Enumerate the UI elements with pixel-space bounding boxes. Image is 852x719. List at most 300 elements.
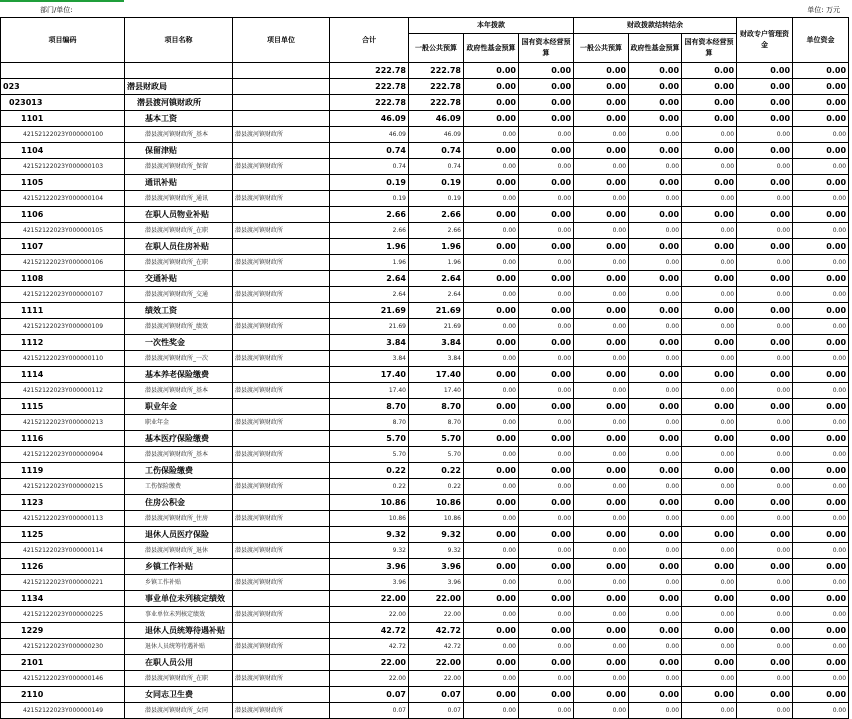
cell-name[interactable]: 潜县渡河镇财政所_交通: [125, 287, 233, 303]
cell-zero[interactable]: 0.00: [574, 703, 629, 719]
cell-zero[interactable]: 0.00: [464, 111, 519, 127]
table-row[interactable]: [1, 495, 849, 511]
cell-zero[interactable]: 0.00: [519, 703, 574, 719]
cell-total[interactable]: 21.69: [330, 319, 409, 335]
cell-zero[interactable]: 0.00: [629, 223, 682, 239]
cell-zero[interactable]: 0.00: [682, 559, 737, 575]
cell-code[interactable]: 1106: [1, 207, 125, 223]
cell-zero[interactable]: 0.00: [574, 175, 629, 191]
cell-zero[interactable]: 0.00: [629, 607, 682, 623]
cell-zero[interactable]: 0.00: [793, 703, 849, 719]
cell-zero[interactable]: 0.00: [629, 207, 682, 223]
cell-zero[interactable]: 0.00: [793, 511, 849, 527]
cell-zero[interactable]: 0.00: [574, 639, 629, 655]
cell-zero[interactable]: 0.00: [629, 495, 682, 511]
cell-zero[interactable]: 0.00: [464, 399, 519, 415]
cell-zero[interactable]: 0.00: [629, 559, 682, 575]
col-code[interactable]: 项目编码: [1, 18, 125, 63]
cell-zero[interactable]: 0.00: [682, 623, 737, 639]
cell-total[interactable]: 5.70: [330, 447, 409, 463]
cell-zero[interactable]: 0.00: [574, 687, 629, 703]
cell-zero[interactable]: 0.00: [519, 383, 574, 399]
cell-zero[interactable]: 0.00: [737, 687, 793, 703]
cell-zero[interactable]: 0.00: [519, 527, 574, 543]
cell-zero[interactable]: 0.00: [737, 367, 793, 383]
cell-zero[interactable]: 0.00: [737, 287, 793, 303]
cell-name[interactable]: 潜县渡河镇财政所_女同: [125, 703, 233, 719]
cell-total[interactable]: 10.86: [330, 511, 409, 527]
cell-code[interactable]: 2101: [1, 655, 125, 671]
cell-name[interactable]: 潜县渡河镇财政所_绩效: [125, 319, 233, 335]
cell-zero[interactable]: 0.00: [682, 415, 737, 431]
cell-zero[interactable]: 0.00: [682, 111, 737, 127]
cell-code[interactable]: 42152122023Y000000215: [1, 479, 125, 495]
cell-zero[interactable]: 0.00: [737, 159, 793, 175]
cell-general[interactable]: 2.66: [409, 207, 464, 223]
cell-unit[interactable]: [233, 335, 330, 351]
cell-zero[interactable]: 0.00: [793, 351, 849, 367]
cell-zero[interactable]: 0.00: [574, 255, 629, 271]
cell-unit[interactable]: [233, 367, 330, 383]
cell-zero[interactable]: 0.00: [682, 495, 737, 511]
table-row[interactable]: [1, 303, 849, 319]
cell-zero[interactable]: 0.00: [682, 335, 737, 351]
cell-code[interactable]: 1126: [1, 559, 125, 575]
cell-zero[interactable]: 0.00: [464, 335, 519, 351]
cell-zero[interactable]: 0.00: [464, 143, 519, 159]
cell-zero[interactable]: 0.00: [737, 79, 793, 95]
cell-zero[interactable]: 0.00: [574, 671, 629, 687]
cell-total[interactable]: 2.66: [330, 207, 409, 223]
cell-general[interactable]: 5.70: [409, 431, 464, 447]
cell-zero[interactable]: 0.00: [519, 463, 574, 479]
cell-general[interactable]: 2.64: [409, 287, 464, 303]
cell-code[interactable]: 42152122023Y000000104: [1, 191, 125, 207]
cell-code[interactable]: 1112: [1, 335, 125, 351]
cell-general[interactable]: 10.86: [409, 511, 464, 527]
cell-zero[interactable]: 0.00: [682, 223, 737, 239]
cell-unit[interactable]: [233, 591, 330, 607]
cell-name[interactable]: 住房公积金: [125, 495, 233, 511]
cell-total[interactable]: 0.22: [330, 463, 409, 479]
col-total[interactable]: 合计: [330, 18, 409, 63]
cell-zero[interactable]: 0.00: [464, 559, 519, 575]
cell-zero[interactable]: 0.00: [793, 655, 849, 671]
cell-zero[interactable]: 0.00: [519, 239, 574, 255]
cell-zero[interactable]: 0.00: [629, 143, 682, 159]
cell-zero[interactable]: 0.00: [574, 191, 629, 207]
cell-total[interactable]: 22.00: [330, 591, 409, 607]
cell-zero[interactable]: 0.00: [464, 271, 519, 287]
cell-general[interactable]: 8.70: [409, 415, 464, 431]
table-row[interactable]: [1, 431, 849, 447]
table-row[interactable]: [1, 223, 849, 239]
cell-zero[interactable]: 0.00: [519, 287, 574, 303]
cell-name[interactable]: 事业单位未列核定绩效: [125, 607, 233, 623]
cell-general[interactable]: 22.00: [409, 655, 464, 671]
cell-unit[interactable]: 潜县渡河镇财政所: [233, 543, 330, 559]
cell-zero[interactable]: 0.00: [574, 207, 629, 223]
cell-zero[interactable]: 0.00: [629, 399, 682, 415]
cell-name[interactable]: 女同志卫生费: [125, 687, 233, 703]
table-row[interactable]: [1, 239, 849, 255]
cell-name[interactable]: 在职人员住房补贴: [125, 239, 233, 255]
table-row[interactable]: [1, 255, 849, 271]
cell-zero[interactable]: 0.00: [793, 527, 849, 543]
cell-general[interactable]: 46.09: [409, 127, 464, 143]
cell-zero[interactable]: 0.00: [737, 607, 793, 623]
cell-zero[interactable]: 0.00: [682, 543, 737, 559]
cell-zero[interactable]: 0.00: [793, 367, 849, 383]
cell-code[interactable]: 42152122023Y000000110: [1, 351, 125, 367]
cell-zero[interactable]: 0.00: [793, 575, 849, 591]
cell-zero[interactable]: 0.00: [464, 623, 519, 639]
cell-zero[interactable]: 0.00: [464, 191, 519, 207]
cell-zero[interactable]: 0.00: [737, 703, 793, 719]
cell-zero[interactable]: 0.00: [629, 703, 682, 719]
cell-general[interactable]: 42.72: [409, 639, 464, 655]
cell-unit[interactable]: 潜县渡河镇财政所: [233, 511, 330, 527]
cell-zero[interactable]: 0.00: [793, 415, 849, 431]
cell-zero[interactable]: 0.00: [629, 303, 682, 319]
cell-general[interactable]: 0.22: [409, 463, 464, 479]
table-row[interactable]: [1, 639, 849, 655]
cell-zero[interactable]: 0.00: [519, 303, 574, 319]
cell-zero[interactable]: 0.00: [519, 591, 574, 607]
cell-zero[interactable]: 0.00: [737, 271, 793, 287]
cell-zero[interactable]: 0.00: [793, 591, 849, 607]
cell-unit[interactable]: [233, 655, 330, 671]
cell-zero[interactable]: 0.00: [574, 383, 629, 399]
cell-zero[interactable]: 0.00: [574, 543, 629, 559]
cell-zero[interactable]: 0.00: [574, 79, 629, 95]
cell-zero[interactable]: 0.00: [682, 175, 737, 191]
cell-code[interactable]: 2110: [1, 687, 125, 703]
cell-general[interactable]: 0.22: [409, 479, 464, 495]
cell-name[interactable]: 退休人员统筹待遇补贴: [125, 639, 233, 655]
col-stateasset[interactable]: 国有资本经营预算: [519, 34, 574, 63]
cell-code[interactable]: 1104: [1, 143, 125, 159]
cell-name[interactable]: 职业年金: [125, 399, 233, 415]
cell-code[interactable]: 42152122023Y000000146: [1, 671, 125, 687]
cell-name[interactable]: 基本医疗保险缴费: [125, 431, 233, 447]
cell-unit[interactable]: 潜县渡河镇财政所: [233, 319, 330, 335]
table-row[interactable]: [1, 623, 849, 639]
cell-zero[interactable]: 0.00: [793, 191, 849, 207]
cell-zero[interactable]: 0.00: [629, 431, 682, 447]
cell-zero[interactable]: 0.00: [737, 303, 793, 319]
cell-total[interactable]: 1.96: [330, 239, 409, 255]
cell-zero[interactable]: 0.00: [737, 111, 793, 127]
cell-total[interactable]: 3.84: [330, 351, 409, 367]
cell-unit[interactable]: [233, 239, 330, 255]
cell-general[interactable]: 42.72: [409, 623, 464, 639]
table-row[interactable]: [1, 207, 849, 223]
cell-zero[interactable]: 0.00: [682, 399, 737, 415]
table-row[interactable]: [1, 383, 849, 399]
cell-zero[interactable]: 0.00: [464, 415, 519, 431]
cell-name[interactable]: 潜县渡河镇财政所_基本: [125, 127, 233, 143]
table-row[interactable]: [1, 79, 849, 95]
cell-zero[interactable]: 0.00: [629, 175, 682, 191]
table-row[interactable]: [1, 511, 849, 527]
cell-zero[interactable]: 0.00: [574, 495, 629, 511]
cell-unit[interactable]: 潜县渡河镇财政所: [233, 671, 330, 687]
cell-code[interactable]: 1101: [1, 111, 125, 127]
cell-zero[interactable]: 0.00: [793, 303, 849, 319]
cell-total[interactable]: 46.09: [330, 127, 409, 143]
cell-zero[interactable]: 0.00: [737, 255, 793, 271]
cell-zero[interactable]: 0.00: [682, 479, 737, 495]
col-stateasset2[interactable]: 国有资本经营预算: [682, 34, 737, 63]
cell-name[interactable]: 工伤保险缴费: [125, 463, 233, 479]
table-row[interactable]: [1, 447, 849, 463]
cell-zero[interactable]: 0.00: [519, 319, 574, 335]
cell-total[interactable]: 22.00: [330, 607, 409, 623]
cell-code[interactable]: 1116: [1, 431, 125, 447]
cell-zero[interactable]: 0.00: [737, 383, 793, 399]
cell-zero[interactable]: 0.00: [682, 591, 737, 607]
cell-general[interactable]: 0.74: [409, 143, 464, 159]
cell-zero[interactable]: 0.00: [737, 623, 793, 639]
cell-zero[interactable]: 0.00: [682, 159, 737, 175]
cell-zero[interactable]: 0.00: [793, 671, 849, 687]
cell-zero[interactable]: 0.00: [519, 191, 574, 207]
cell-zero[interactable]: 0.00: [574, 399, 629, 415]
cell-zero[interactable]: 0.00: [464, 127, 519, 143]
cell-zero[interactable]: 0.00: [464, 687, 519, 703]
cell-total[interactable]: 222.78: [330, 95, 409, 111]
cell-zero[interactable]: 0.00: [574, 159, 629, 175]
cell-zero[interactable]: 0.00: [682, 511, 737, 527]
cell-zero[interactable]: 0.00: [737, 511, 793, 527]
cell-code[interactable]: 1105: [1, 175, 125, 191]
cell-zero[interactable]: 0.00: [793, 271, 849, 287]
cell-general[interactable]: 0.19: [409, 191, 464, 207]
cell-name[interactable]: 保留津贴: [125, 143, 233, 159]
cell-code[interactable]: 42152122023Y000000100: [1, 127, 125, 143]
cell-zero[interactable]: 0.00: [793, 79, 849, 95]
cell-zero[interactable]: 0.00: [793, 95, 849, 111]
cell-total[interactable]: 3.96: [330, 575, 409, 591]
cell-total[interactable]: 0.07: [330, 687, 409, 703]
cell-zero[interactable]: 0.00: [464, 303, 519, 319]
cell-zero[interactable]: 0.00: [682, 639, 737, 655]
cell-zero[interactable]: 0.00: [629, 463, 682, 479]
cell-zero[interactable]: 0.00: [793, 495, 849, 511]
cell-zero[interactable]: 0.00: [464, 527, 519, 543]
cell-zero[interactable]: 0.00: [737, 463, 793, 479]
cell-zero[interactable]: 0.00: [682, 703, 737, 719]
cell-zero[interactable]: 0.00: [519, 255, 574, 271]
cell-zero[interactable]: 0.00: [737, 543, 793, 559]
cell-zero[interactable]: 0.00: [574, 95, 629, 111]
table-row[interactable]: [1, 687, 849, 703]
cell-code[interactable]: 42152122023Y000000114: [1, 543, 125, 559]
cell-code[interactable]: 42152122023Y000000105: [1, 223, 125, 239]
cell-zero[interactable]: 0.00: [464, 207, 519, 223]
cell-code[interactable]: 42152122023Y000000107: [1, 287, 125, 303]
cell-zero[interactable]: 0.00: [737, 143, 793, 159]
col-special[interactable]: 财政专户管理资金: [737, 18, 793, 63]
cell-zero[interactable]: 0.00: [464, 447, 519, 463]
cell-unit[interactable]: [233, 623, 330, 639]
cell-zero[interactable]: 0.00: [519, 495, 574, 511]
cell-zero[interactable]: 0.00: [464, 703, 519, 719]
cell-zero[interactable]: 0.00: [464, 607, 519, 623]
cell-total[interactable]: 222.78: [330, 63, 409, 79]
cell-zero[interactable]: 0.00: [574, 319, 629, 335]
col-group-current[interactable]: 本年拨款: [409, 18, 574, 34]
cell-total[interactable]: 8.70: [330, 399, 409, 415]
cell-unit[interactable]: [233, 95, 330, 111]
cell-zero[interactable]: 0.00: [629, 127, 682, 143]
cell-code[interactable]: 1125: [1, 527, 125, 543]
cell-zero[interactable]: 0.00: [629, 511, 682, 527]
cell-name[interactable]: 潜县渡河镇财政所_在职: [125, 223, 233, 239]
cell-total[interactable]: 21.69: [330, 303, 409, 319]
cell-zero[interactable]: 0.00: [737, 495, 793, 511]
cell-zero[interactable]: 0.00: [682, 127, 737, 143]
cell-code[interactable]: 023013: [1, 95, 125, 111]
table-row[interactable]: [1, 607, 849, 623]
cell-zero[interactable]: 0.00: [519, 655, 574, 671]
cell-zero[interactable]: 0.00: [629, 479, 682, 495]
cell-total[interactable]: 5.70: [330, 431, 409, 447]
cell-total[interactable]: 17.40: [330, 367, 409, 383]
cell-zero[interactable]: 0.00: [519, 63, 574, 79]
cell-name[interactable]: 潜县渡河镇财政所_住房: [125, 511, 233, 527]
cell-unit[interactable]: 潜县渡河镇财政所: [233, 127, 330, 143]
cell-zero[interactable]: 0.00: [574, 415, 629, 431]
cell-zero[interactable]: 0.00: [519, 415, 574, 431]
cell-zero[interactable]: 0.00: [519, 335, 574, 351]
cell-code[interactable]: 1115: [1, 399, 125, 415]
table-row[interactable]: [1, 159, 849, 175]
cell-code[interactable]: 1119: [1, 463, 125, 479]
cell-zero[interactable]: 0.00: [793, 479, 849, 495]
cell-zero[interactable]: 0.00: [682, 303, 737, 319]
cell-general[interactable]: 17.40: [409, 367, 464, 383]
col-unit[interactable]: 项目单位: [233, 18, 330, 63]
table-row[interactable]: [1, 463, 849, 479]
cell-general[interactable]: 222.78: [409, 79, 464, 95]
cell-total[interactable]: 0.07: [330, 703, 409, 719]
cell-unit[interactable]: 潜县渡河镇财政所: [233, 447, 330, 463]
cell-total[interactable]: 2.64: [330, 271, 409, 287]
cell-zero[interactable]: 0.00: [464, 479, 519, 495]
table-row[interactable]: [1, 319, 849, 335]
table-row[interactable]: [1, 367, 849, 383]
cell-zero[interactable]: 0.00: [629, 319, 682, 335]
cell-zero[interactable]: 0.00: [793, 127, 849, 143]
cell-zero[interactable]: 0.00: [629, 543, 682, 559]
cell-zero[interactable]: 0.00: [519, 159, 574, 175]
cell-zero[interactable]: 0.00: [629, 271, 682, 287]
cell-code[interactable]: 1114: [1, 367, 125, 383]
cell-code[interactable]: 42152122023Y000000112: [1, 383, 125, 399]
cell-zero[interactable]: 0.00: [464, 511, 519, 527]
cell-zero[interactable]: 0.00: [464, 591, 519, 607]
cell-unit[interactable]: [233, 79, 330, 95]
table-row[interactable]: [1, 703, 849, 719]
cell-unit[interactable]: [233, 463, 330, 479]
cell-code[interactable]: 1123: [1, 495, 125, 511]
cell-general[interactable]: 3.96: [409, 575, 464, 591]
cell-zero[interactable]: 0.00: [737, 431, 793, 447]
cell-zero[interactable]: 0.00: [682, 191, 737, 207]
cell-zero[interactable]: 0.00: [629, 351, 682, 367]
cell-zero[interactable]: 0.00: [574, 623, 629, 639]
cell-general[interactable]: 3.84: [409, 335, 464, 351]
cell-zero[interactable]: 0.00: [629, 415, 682, 431]
cell-general[interactable]: 1.96: [409, 239, 464, 255]
cell-zero[interactable]: 0.00: [737, 655, 793, 671]
cell-zero[interactable]: 0.00: [519, 543, 574, 559]
cell-zero[interactable]: 0.00: [464, 431, 519, 447]
cell-general[interactable]: 2.66: [409, 223, 464, 239]
cell-zero[interactable]: 0.00: [682, 383, 737, 399]
cell-general[interactable]: 0.74: [409, 159, 464, 175]
cell-total[interactable]: 17.40: [330, 383, 409, 399]
cell-zero[interactable]: 0.00: [574, 511, 629, 527]
table-row[interactable]: [1, 415, 849, 431]
cell-name[interactable]: 潜县渡河镇财政所_退休: [125, 543, 233, 559]
cell-zero[interactable]: 0.00: [737, 527, 793, 543]
cell-total[interactable]: 0.22: [330, 479, 409, 495]
cell-general[interactable]: 0.07: [409, 703, 464, 719]
cell-zero[interactable]: 0.00: [519, 671, 574, 687]
cell-zero[interactable]: 0.00: [519, 639, 574, 655]
cell-name[interactable]: 基本工资: [125, 111, 233, 127]
cell-zero[interactable]: 0.00: [682, 527, 737, 543]
cell-zero[interactable]: 0.00: [793, 463, 849, 479]
cell-zero[interactable]: 0.00: [682, 431, 737, 447]
cell-general[interactable]: 222.78: [409, 63, 464, 79]
cell-zero[interactable]: 0.00: [629, 79, 682, 95]
table-row[interactable]: [1, 95, 849, 111]
cell-zero[interactable]: 0.00: [519, 607, 574, 623]
cell-unit[interactable]: 潜县渡河镇财政所: [233, 575, 330, 591]
cell-zero[interactable]: 0.00: [629, 383, 682, 399]
col-govfund2[interactable]: 政府性基金预算: [629, 34, 682, 63]
cell-unit[interactable]: [233, 271, 330, 287]
cell-zero[interactable]: 0.00: [793, 63, 849, 79]
cell-zero[interactable]: 0.00: [793, 255, 849, 271]
cell-zero[interactable]: 0.00: [629, 239, 682, 255]
cell-zero[interactable]: 0.00: [519, 143, 574, 159]
cell-general[interactable]: 22.00: [409, 607, 464, 623]
cell-zero[interactable]: 0.00: [737, 671, 793, 687]
cell-zero[interactable]: 0.00: [793, 383, 849, 399]
cell-zero[interactable]: 0.00: [793, 559, 849, 575]
table-row[interactable]: [1, 543, 849, 559]
cell-zero[interactable]: 0.00: [682, 687, 737, 703]
cell-zero[interactable]: 0.00: [519, 351, 574, 367]
cell-zero[interactable]: 0.00: [737, 127, 793, 143]
cell-zero[interactable]: 0.00: [519, 223, 574, 239]
cell-zero[interactable]: 0.00: [574, 655, 629, 671]
cell-zero[interactable]: 0.00: [574, 335, 629, 351]
table-row[interactable]: [1, 655, 849, 671]
cell-zero[interactable]: 0.00: [793, 687, 849, 703]
cell-zero[interactable]: 0.00: [682, 207, 737, 223]
cell-zero[interactable]: 0.00: [464, 159, 519, 175]
table-row[interactable]: [1, 479, 849, 495]
cell-zero[interactable]: 0.00: [574, 127, 629, 143]
cell-unit[interactable]: 潜县渡河镇财政所: [233, 383, 330, 399]
col-name[interactable]: 项目名称: [125, 18, 233, 63]
